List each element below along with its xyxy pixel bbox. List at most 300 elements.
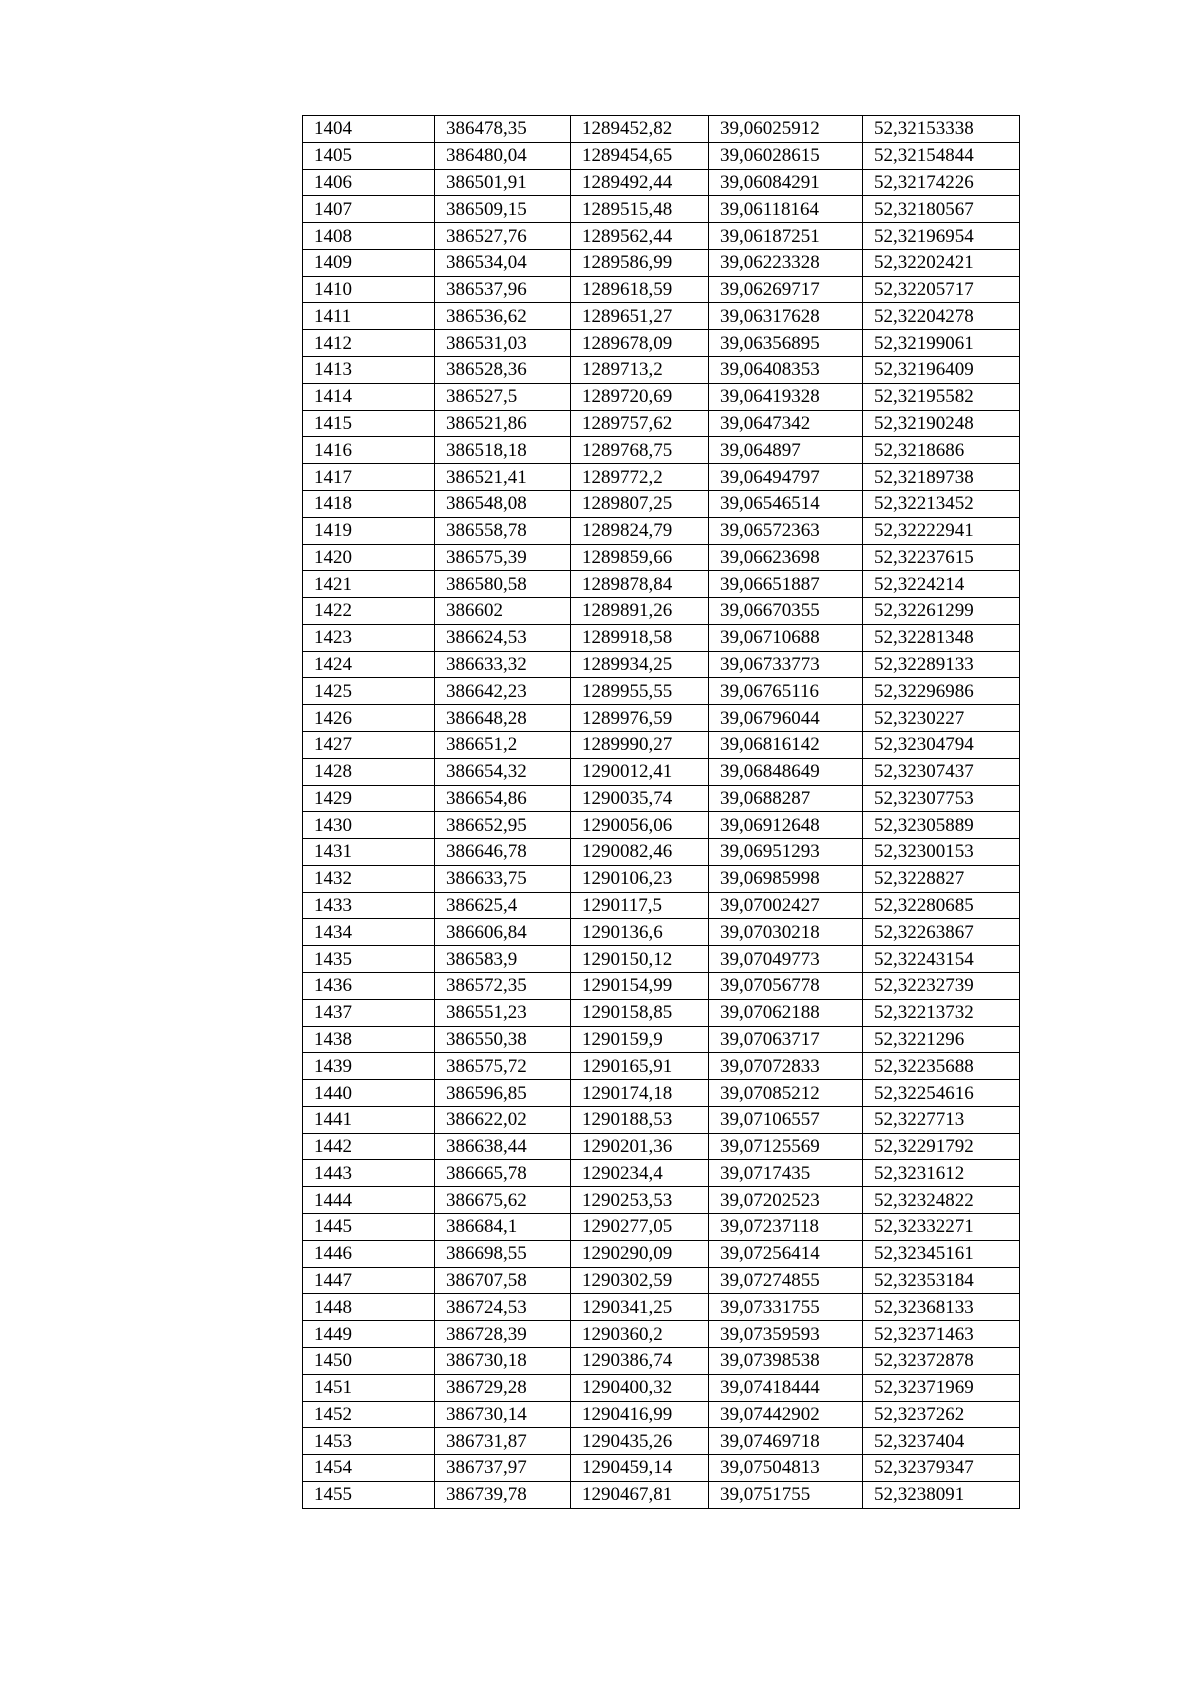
longitude-cell: 39,07418444 (709, 1374, 863, 1401)
x-coordinate-cell: 386548,08 (435, 490, 571, 517)
latitude-cell: 52,32213732 (863, 999, 1020, 1026)
y-coordinate-cell: 1290302,59 (571, 1267, 709, 1294)
table-row (303, 1160, 1020, 1187)
longitude-cell: 39,07056778 (709, 973, 863, 1000)
table-row (303, 624, 1020, 651)
point-number-cell: 1430 (303, 812, 435, 839)
x-coordinate-cell: 386480,04 (435, 142, 571, 169)
latitude-cell: 52,32289133 (863, 651, 1020, 678)
table-row (303, 116, 1020, 143)
latitude-cell: 52,32305889 (863, 812, 1020, 839)
point-number-cell: 1411 (303, 303, 435, 330)
table-row (303, 1106, 1020, 1133)
latitude-cell: 52,3237262 (863, 1401, 1020, 1428)
longitude-cell: 39,06848649 (709, 758, 863, 785)
longitude-cell: 39,07469718 (709, 1428, 863, 1455)
point-number-cell: 1427 (303, 731, 435, 758)
latitude-cell: 52,32243154 (863, 946, 1020, 973)
x-coordinate-cell: 386665,78 (435, 1160, 571, 1187)
latitude-cell: 52,32190248 (863, 410, 1020, 437)
y-coordinate-cell: 1289918,58 (571, 624, 709, 651)
y-coordinate-cell: 1289720,69 (571, 383, 709, 410)
longitude-cell: 39,06816142 (709, 731, 863, 758)
latitude-cell: 52,3230227 (863, 705, 1020, 732)
latitude-cell: 52,32222941 (863, 517, 1020, 544)
x-coordinate-cell: 386509,15 (435, 196, 571, 223)
point-number-cell: 1426 (303, 705, 435, 732)
point-number-cell: 1429 (303, 785, 435, 812)
latitude-cell: 52,32153338 (863, 116, 1020, 143)
point-number-cell: 1433 (303, 892, 435, 919)
point-number-cell: 1452 (303, 1401, 435, 1428)
longitude-cell: 39,07049773 (709, 946, 863, 973)
point-number-cell: 1408 (303, 223, 435, 250)
point-number-cell: 1404 (303, 116, 435, 143)
longitude-cell: 39,06572363 (709, 517, 863, 544)
y-coordinate-cell: 1290435,26 (571, 1428, 709, 1455)
longitude-cell: 39,06317628 (709, 303, 863, 330)
x-coordinate-cell: 386730,18 (435, 1347, 571, 1374)
x-coordinate-cell: 386550,38 (435, 1026, 571, 1053)
x-coordinate-cell: 386583,9 (435, 946, 571, 973)
table-row (303, 865, 1020, 892)
longitude-cell: 39,06118164 (709, 196, 863, 223)
y-coordinate-cell: 1290400,32 (571, 1374, 709, 1401)
table-row (303, 330, 1020, 357)
y-coordinate-cell: 1290150,12 (571, 946, 709, 973)
table-row (303, 1374, 1020, 1401)
longitude-cell: 39,07062188 (709, 999, 863, 1026)
x-coordinate-cell: 386527,5 (435, 383, 571, 410)
point-number-cell: 1445 (303, 1214, 435, 1241)
x-coordinate-cell: 386580,58 (435, 571, 571, 598)
x-coordinate-cell: 386684,1 (435, 1214, 571, 1241)
y-coordinate-cell: 1289757,62 (571, 410, 709, 437)
x-coordinate-cell: 386633,75 (435, 865, 571, 892)
y-coordinate-cell: 1290459,14 (571, 1455, 709, 1482)
table-row (303, 678, 1020, 705)
point-number-cell: 1421 (303, 571, 435, 598)
longitude-cell: 39,07202523 (709, 1187, 863, 1214)
point-number-cell: 1409 (303, 249, 435, 276)
y-coordinate-cell: 1290158,85 (571, 999, 709, 1026)
point-number-cell: 1438 (303, 1026, 435, 1053)
longitude-cell: 39,06269717 (709, 276, 863, 303)
longitude-cell: 39,064897 (709, 437, 863, 464)
table-row (303, 839, 1020, 866)
y-coordinate-cell: 1290467,81 (571, 1481, 709, 1508)
table-row (303, 1026, 1020, 1053)
table-row (303, 1481, 1020, 1508)
x-coordinate-cell: 386606,84 (435, 919, 571, 946)
point-number-cell: 1441 (303, 1106, 435, 1133)
table-row (303, 999, 1020, 1026)
x-coordinate-cell: 386651,2 (435, 731, 571, 758)
point-number-cell: 1415 (303, 410, 435, 437)
point-number-cell: 1436 (303, 973, 435, 1000)
y-coordinate-cell: 1289515,48 (571, 196, 709, 223)
latitude-cell: 52,32368133 (863, 1294, 1020, 1321)
y-coordinate-cell: 1290277,05 (571, 1214, 709, 1241)
table-row (303, 464, 1020, 491)
longitude-cell: 39,06765116 (709, 678, 863, 705)
latitude-cell: 52,32291792 (863, 1133, 1020, 1160)
y-coordinate-cell: 1290117,5 (571, 892, 709, 919)
y-coordinate-cell: 1290234,4 (571, 1160, 709, 1187)
longitude-cell: 39,07331755 (709, 1294, 863, 1321)
x-coordinate-cell: 386737,97 (435, 1455, 571, 1482)
x-coordinate-cell: 386638,44 (435, 1133, 571, 1160)
table-row (303, 196, 1020, 223)
table-row (303, 303, 1020, 330)
table-row (303, 731, 1020, 758)
x-coordinate-cell: 386478,35 (435, 116, 571, 143)
x-coordinate-cell: 386602 (435, 598, 571, 625)
table-row (303, 169, 1020, 196)
latitude-cell: 52,32300153 (863, 839, 1020, 866)
table-row (303, 973, 1020, 1000)
latitude-cell: 52,32372878 (863, 1347, 1020, 1374)
latitude-cell: 52,32371969 (863, 1374, 1020, 1401)
y-coordinate-cell: 1290154,99 (571, 973, 709, 1000)
point-number-cell: 1448 (303, 1294, 435, 1321)
longitude-cell: 39,0717435 (709, 1160, 863, 1187)
point-number-cell: 1437 (303, 999, 435, 1026)
x-coordinate-cell: 386572,35 (435, 973, 571, 1000)
x-coordinate-cell: 386633,32 (435, 651, 571, 678)
y-coordinate-cell: 1290253,53 (571, 1187, 709, 1214)
latitude-cell: 52,32232739 (863, 973, 1020, 1000)
longitude-cell: 39,06623698 (709, 544, 863, 571)
latitude-cell: 52,3224214 (863, 571, 1020, 598)
point-number-cell: 1442 (303, 1133, 435, 1160)
latitude-cell: 52,32324822 (863, 1187, 1020, 1214)
y-coordinate-cell: 1289891,26 (571, 598, 709, 625)
x-coordinate-cell: 386518,18 (435, 437, 571, 464)
y-coordinate-cell: 1289878,84 (571, 571, 709, 598)
table-row (303, 598, 1020, 625)
y-coordinate-cell: 1290136,6 (571, 919, 709, 946)
longitude-cell: 39,06951293 (709, 839, 863, 866)
y-coordinate-cell: 1290174,18 (571, 1080, 709, 1107)
table-row (303, 705, 1020, 732)
y-coordinate-cell: 1290386,74 (571, 1347, 709, 1374)
latitude-cell: 52,32154844 (863, 142, 1020, 169)
longitude-cell: 39,07002427 (709, 892, 863, 919)
point-number-cell: 1422 (303, 598, 435, 625)
latitude-cell: 52,32353184 (863, 1267, 1020, 1294)
longitude-cell: 39,06912648 (709, 812, 863, 839)
latitude-cell: 52,32371463 (863, 1321, 1020, 1348)
longitude-cell: 39,06494797 (709, 464, 863, 491)
latitude-cell: 52,3227713 (863, 1106, 1020, 1133)
longitude-cell: 39,07063717 (709, 1026, 863, 1053)
latitude-cell: 52,3237404 (863, 1428, 1020, 1455)
table-row (303, 1080, 1020, 1107)
point-number-cell: 1453 (303, 1428, 435, 1455)
latitude-cell: 52,32235688 (863, 1053, 1020, 1080)
x-coordinate-cell: 386729,28 (435, 1374, 571, 1401)
latitude-cell: 52,32174226 (863, 169, 1020, 196)
latitude-cell: 52,32180567 (863, 196, 1020, 223)
longitude-cell: 39,07125569 (709, 1133, 863, 1160)
latitude-cell: 52,32307437 (863, 758, 1020, 785)
coordinates-table (302, 115, 1020, 1509)
longitude-cell: 39,06356895 (709, 330, 863, 357)
x-coordinate-cell: 386501,91 (435, 169, 571, 196)
x-coordinate-cell: 386642,23 (435, 678, 571, 705)
table-row (303, 571, 1020, 598)
longitude-cell: 39,07030218 (709, 919, 863, 946)
point-number-cell: 1450 (303, 1347, 435, 1374)
y-coordinate-cell: 1289955,55 (571, 678, 709, 705)
x-coordinate-cell: 386531,03 (435, 330, 571, 357)
x-coordinate-cell: 386534,04 (435, 249, 571, 276)
y-coordinate-cell: 1289454,65 (571, 142, 709, 169)
table-row (303, 1428, 1020, 1455)
longitude-cell: 39,07504813 (709, 1455, 863, 1482)
y-coordinate-cell: 1290056,06 (571, 812, 709, 839)
x-coordinate-cell: 386551,23 (435, 999, 571, 1026)
point-number-cell: 1449 (303, 1321, 435, 1348)
longitude-cell: 39,06546514 (709, 490, 863, 517)
longitude-cell: 39,07085212 (709, 1080, 863, 1107)
point-number-cell: 1435 (303, 946, 435, 973)
y-coordinate-cell: 1289976,59 (571, 705, 709, 732)
table-row (303, 1214, 1020, 1241)
point-number-cell: 1432 (303, 865, 435, 892)
latitude-cell: 52,32205717 (863, 276, 1020, 303)
point-number-cell: 1447 (303, 1267, 435, 1294)
y-coordinate-cell: 1290416,99 (571, 1401, 709, 1428)
y-coordinate-cell: 1289586,99 (571, 249, 709, 276)
point-number-cell: 1416 (303, 437, 435, 464)
point-number-cell: 1454 (303, 1455, 435, 1482)
table-row (303, 919, 1020, 946)
latitude-cell: 52,32202421 (863, 249, 1020, 276)
x-coordinate-cell: 386624,53 (435, 624, 571, 651)
point-number-cell: 1420 (303, 544, 435, 571)
y-coordinate-cell: 1289990,27 (571, 731, 709, 758)
point-number-cell: 1405 (303, 142, 435, 169)
longitude-cell: 39,07442902 (709, 1401, 863, 1428)
point-number-cell: 1418 (303, 490, 435, 517)
longitude-cell: 39,06796044 (709, 705, 863, 732)
longitude-cell: 39,06028615 (709, 142, 863, 169)
table-row (303, 142, 1020, 169)
latitude-cell: 52,32345161 (863, 1240, 1020, 1267)
table-row (303, 1187, 1020, 1214)
table-row (303, 276, 1020, 303)
table-row (303, 383, 1020, 410)
x-coordinate-cell: 386575,72 (435, 1053, 571, 1080)
x-coordinate-cell: 386654,32 (435, 758, 571, 785)
table-row (303, 1267, 1020, 1294)
point-number-cell: 1425 (303, 678, 435, 705)
latitude-cell: 52,32281348 (863, 624, 1020, 651)
x-coordinate-cell: 386537,96 (435, 276, 571, 303)
y-coordinate-cell: 1290290,09 (571, 1240, 709, 1267)
table-row (303, 785, 1020, 812)
table-row (303, 410, 1020, 437)
longitude-cell: 39,06670355 (709, 598, 863, 625)
x-coordinate-cell: 386528,36 (435, 357, 571, 384)
x-coordinate-cell: 386596,85 (435, 1080, 571, 1107)
y-coordinate-cell: 1290341,25 (571, 1294, 709, 1321)
y-coordinate-cell: 1290360,2 (571, 1321, 709, 1348)
point-number-cell: 1413 (303, 357, 435, 384)
longitude-cell: 39,07072833 (709, 1053, 863, 1080)
longitude-cell: 39,06025912 (709, 116, 863, 143)
longitude-cell: 39,06651887 (709, 571, 863, 598)
table-row (303, 1240, 1020, 1267)
x-coordinate-cell: 386730,14 (435, 1401, 571, 1428)
longitude-cell: 39,0751755 (709, 1481, 863, 1508)
latitude-cell: 52,32263867 (863, 919, 1020, 946)
y-coordinate-cell: 1289452,82 (571, 116, 709, 143)
x-coordinate-cell: 386521,41 (435, 464, 571, 491)
table-row (303, 249, 1020, 276)
longitude-cell: 39,07359593 (709, 1321, 863, 1348)
y-coordinate-cell: 1289824,79 (571, 517, 709, 544)
x-coordinate-cell: 386728,39 (435, 1321, 571, 1348)
point-number-cell: 1410 (303, 276, 435, 303)
longitude-cell: 39,06710688 (709, 624, 863, 651)
latitude-cell: 52,32332271 (863, 1214, 1020, 1241)
latitude-cell: 52,3218686 (863, 437, 1020, 464)
x-coordinate-cell: 386739,78 (435, 1481, 571, 1508)
point-number-cell: 1419 (303, 517, 435, 544)
table-row (303, 490, 1020, 517)
x-coordinate-cell: 386675,62 (435, 1187, 571, 1214)
x-coordinate-cell: 386536,62 (435, 303, 571, 330)
x-coordinate-cell: 386622,02 (435, 1106, 571, 1133)
latitude-cell: 52,32261299 (863, 598, 1020, 625)
y-coordinate-cell: 1289713,2 (571, 357, 709, 384)
latitude-cell: 52,32307753 (863, 785, 1020, 812)
latitude-cell: 52,32204278 (863, 303, 1020, 330)
longitude-cell: 39,06187251 (709, 223, 863, 250)
longitude-cell: 39,07398538 (709, 1347, 863, 1374)
x-coordinate-cell: 386521,86 (435, 410, 571, 437)
longitude-cell: 39,06419328 (709, 383, 863, 410)
latitude-cell: 52,32379347 (863, 1455, 1020, 1482)
table-row (303, 357, 1020, 384)
point-number-cell: 1428 (303, 758, 435, 785)
table-row (303, 892, 1020, 919)
latitude-cell: 52,32254616 (863, 1080, 1020, 1107)
x-coordinate-cell: 386652,95 (435, 812, 571, 839)
y-coordinate-cell: 1290106,23 (571, 865, 709, 892)
latitude-cell: 52,3221296 (863, 1026, 1020, 1053)
point-number-cell: 1424 (303, 651, 435, 678)
table-row (303, 1401, 1020, 1428)
point-number-cell: 1406 (303, 169, 435, 196)
y-coordinate-cell: 1289618,59 (571, 276, 709, 303)
x-coordinate-cell: 386625,4 (435, 892, 571, 919)
longitude-cell: 39,07106557 (709, 1106, 863, 1133)
longitude-cell: 39,07256414 (709, 1240, 863, 1267)
latitude-cell: 52,32304794 (863, 731, 1020, 758)
y-coordinate-cell: 1289678,09 (571, 330, 709, 357)
latitude-cell: 52,3228827 (863, 865, 1020, 892)
table-row (303, 1133, 1020, 1160)
latitude-cell: 52,32199061 (863, 330, 1020, 357)
longitude-cell: 39,07274855 (709, 1267, 863, 1294)
table-row (303, 758, 1020, 785)
table-row (303, 1294, 1020, 1321)
y-coordinate-cell: 1290188,53 (571, 1106, 709, 1133)
point-number-cell: 1431 (303, 839, 435, 866)
y-coordinate-cell: 1290165,91 (571, 1053, 709, 1080)
y-coordinate-cell: 1289807,25 (571, 490, 709, 517)
point-number-cell: 1443 (303, 1160, 435, 1187)
x-coordinate-cell: 386698,55 (435, 1240, 571, 1267)
table-row (303, 1455, 1020, 1482)
table-row (303, 1053, 1020, 1080)
y-coordinate-cell: 1290201,36 (571, 1133, 709, 1160)
table-row (303, 946, 1020, 973)
x-coordinate-cell: 386707,58 (435, 1267, 571, 1294)
y-coordinate-cell: 1289772,2 (571, 464, 709, 491)
x-coordinate-cell: 386648,28 (435, 705, 571, 732)
longitude-cell: 39,06985998 (709, 865, 863, 892)
y-coordinate-cell: 1289492,44 (571, 169, 709, 196)
latitude-cell: 52,32237615 (863, 544, 1020, 571)
point-number-cell: 1446 (303, 1240, 435, 1267)
point-number-cell: 1440 (303, 1080, 435, 1107)
x-coordinate-cell: 386575,39 (435, 544, 571, 571)
x-coordinate-cell: 386558,78 (435, 517, 571, 544)
longitude-cell: 39,0647342 (709, 410, 863, 437)
latitude-cell: 52,32196954 (863, 223, 1020, 250)
y-coordinate-cell: 1290035,74 (571, 785, 709, 812)
coordinates-table-body (303, 116, 1020, 1509)
point-number-cell: 1423 (303, 624, 435, 651)
latitude-cell: 52,3238091 (863, 1481, 1020, 1508)
y-coordinate-cell: 1289934,25 (571, 651, 709, 678)
x-coordinate-cell: 386731,87 (435, 1428, 571, 1455)
table-row (303, 544, 1020, 571)
point-number-cell: 1417 (303, 464, 435, 491)
point-number-cell: 1451 (303, 1374, 435, 1401)
x-coordinate-cell: 386527,76 (435, 223, 571, 250)
point-number-cell: 1412 (303, 330, 435, 357)
y-coordinate-cell: 1290159,9 (571, 1026, 709, 1053)
y-coordinate-cell: 1289651,27 (571, 303, 709, 330)
longitude-cell: 39,07237118 (709, 1214, 863, 1241)
x-coordinate-cell: 386654,86 (435, 785, 571, 812)
table-row (303, 651, 1020, 678)
longitude-cell: 39,06084291 (709, 169, 863, 196)
table-row (303, 517, 1020, 544)
latitude-cell: 52,32196409 (863, 357, 1020, 384)
x-coordinate-cell: 386724,53 (435, 1294, 571, 1321)
point-number-cell: 1414 (303, 383, 435, 410)
point-number-cell: 1407 (303, 196, 435, 223)
latitude-cell: 52,32280685 (863, 892, 1020, 919)
longitude-cell: 39,06408353 (709, 357, 863, 384)
latitude-cell: 52,32213452 (863, 490, 1020, 517)
latitude-cell: 52,32296986 (863, 678, 1020, 705)
table-row (303, 812, 1020, 839)
table-row (303, 437, 1020, 464)
y-coordinate-cell: 1289768,75 (571, 437, 709, 464)
latitude-cell: 52,3231612 (863, 1160, 1020, 1187)
point-number-cell: 1434 (303, 919, 435, 946)
point-number-cell: 1455 (303, 1481, 435, 1508)
y-coordinate-cell: 1289859,66 (571, 544, 709, 571)
